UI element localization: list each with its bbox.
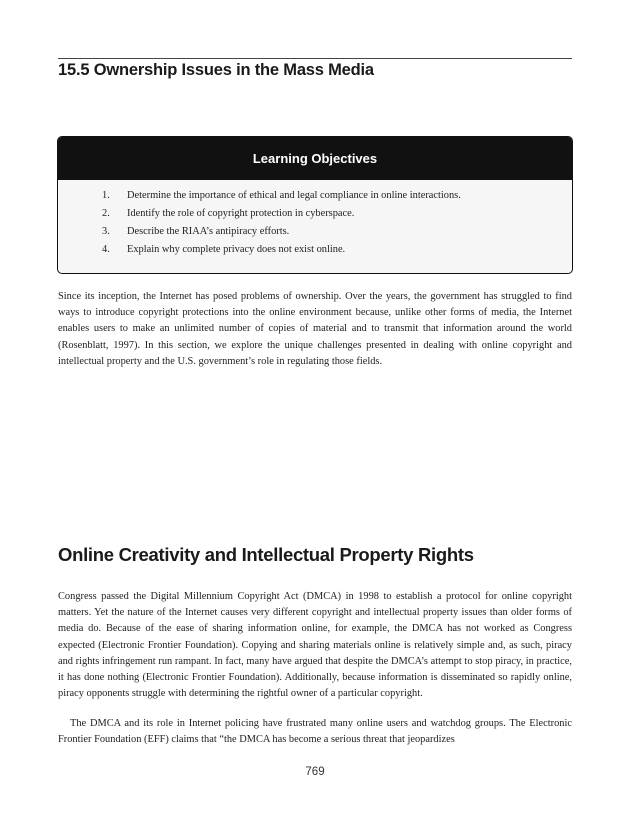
top-rule (58, 58, 572, 59)
objective-text: Identify the role of copyright protection in cyberspace. (127, 208, 355, 219)
objective-text: Describe the RIAA’s antipiracy efforts. (127, 226, 290, 237)
section-title: 15.5 Ownership Issues in the Mass Media (58, 61, 374, 79)
page-number: 769 (305, 766, 325, 778)
learning-objectives-box (57, 136, 573, 274)
objective-text: Explain why complete privacy does not exist online. (127, 244, 346, 255)
body-paragraph-dmca: Congress passed the Digital Millennium Copyright Act (DMCA) in 1998 to establish a protocol for online copyright matters. Yet the nature of the Internet causes very different copyright and intellectual property issues than older forms of media do. Because of the ease of sharing information online, for example, the DMCA has not worked as Congress expected (Electronic Frontier Foundation). Copying and sharing materials online is relatively simple and, as such, piracy and rights infringement run rampant. In fact, many have argued that despite the DMCA’s attempt to stop piracy, in practice, it has done nothing (Electronic Frontier Foundation). Additionally, because information is disseminated so rapidly online, piracy opponents struggle with determining the rightful owner of a particular copyright. (58, 591, 572, 700)
objective-number: 3. (102, 226, 110, 237)
intro-paragraph: Since its inception, the Internet has posed problems of ownership. Over the years, the government has struggled to find ways to introduce copyright protections into the online environment because, unlike other forms of media, the Internet enables users to make an unlimited number of copies of material and to transmit that information around the world (Rosenblatt, 1997). In this section, we explore the unique challenges presented in dealing with online copyright and intellectual property and the U.S. government’s role in regulating those fields. (58, 291, 572, 367)
body-paragraph-eff: The DMCA and its role in Internet policing have frustrated many online users and watchdog groups. The Electronic Frontier Foundation (EFF) claims that “the DMCA has become a serious threat that jeopardizes (58, 718, 572, 746)
objective-text: Determine the importance of ethical and legal compliance in online interactions. (127, 190, 461, 201)
objective-number: 2. (102, 208, 110, 219)
learning-objectives-list (58, 180, 572, 259)
objective-item (58, 187, 572, 205)
objective-item (58, 241, 572, 259)
objective-item (58, 205, 572, 223)
objective-number: 4. (102, 244, 110, 255)
learning-objectives-header: Learning Objectives (58, 137, 572, 180)
subsection-title: Online Creativity and Intellectual Property Rights (58, 544, 474, 565)
objective-number: 1. (102, 190, 110, 201)
objective-item (58, 223, 572, 241)
